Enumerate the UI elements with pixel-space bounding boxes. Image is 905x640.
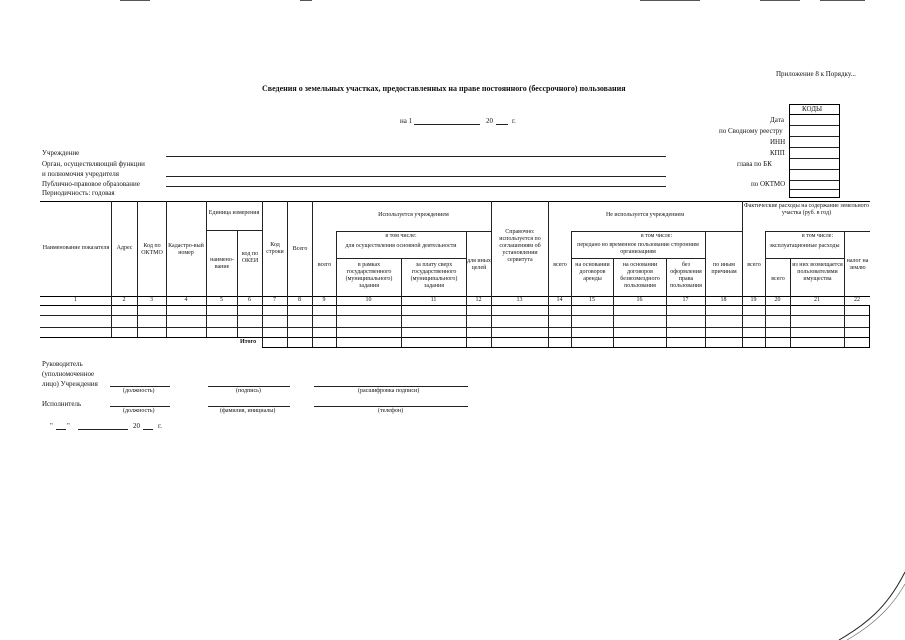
col-num-1: 1 — [74, 297, 77, 303]
col-num-2: 2 — [122, 297, 126, 303]
col-num-14: 14 — [556, 297, 563, 303]
executor-label: Исполнитель — [42, 400, 82, 408]
col-exp-users: из них возмещается пользователями имущества — [792, 262, 843, 282]
codes-label-date: Дата — [770, 116, 784, 124]
head-position-line — [110, 386, 170, 387]
col-no-docs: без оформления права пользования — [670, 262, 702, 289]
col-used-total: всего — [317, 262, 332, 268]
public-entity-line — [166, 186, 666, 187]
caption-position: (должность) — [123, 388, 155, 394]
col-transferred: передано во временное пользование сторонним организациям — [577, 242, 699, 255]
field-public-entity: Публично-правовое образование — [42, 180, 140, 188]
col-num-15: 15 — [589, 297, 595, 303]
sign-date-suffix: г. — [158, 422, 162, 430]
col-num-7: 7 — [273, 297, 276, 303]
col-address: Адрес — [116, 245, 133, 251]
col-not-used-total: всего — [553, 262, 567, 268]
col-exploitation: эксплуатационные расходы — [769, 243, 840, 249]
col-num-12: 12 — [475, 297, 482, 303]
sign-date-day-line — [56, 429, 66, 430]
col-num-13: 13 — [516, 297, 523, 303]
col-unit-code: код по ОКЕИ — [241, 251, 259, 264]
caption-decoding: (расшифровка подписи) — [358, 388, 420, 394]
date-year: 20 — [486, 117, 493, 125]
field-periodicity: Периодичность: годовая — [42, 189, 115, 197]
field-organ-1: Орган, осуществляющий функции — [42, 160, 145, 168]
head-label-1: Руководитель — [42, 360, 83, 368]
col-num-17: 17 — [682, 297, 689, 303]
col-num-19: 19 — [750, 297, 757, 303]
sign-date-year: 20 — [133, 422, 140, 430]
caption-fio: (фамилия, инициалы) — [220, 408, 276, 414]
exp-incl: в том числе: — [801, 233, 834, 239]
col-num-20: 20 — [774, 297, 781, 303]
date-prefix: на 1 — [400, 117, 413, 125]
codes-title: КОДЫ — [802, 105, 823, 113]
col-num-4: 4 — [184, 297, 188, 303]
codes-label-registry: по Сводному реестру — [719, 127, 783, 135]
date-suffix: г. — [512, 117, 516, 125]
codes-label-kpp: КПП — [770, 149, 785, 157]
caption-phone: (телефон) — [378, 408, 404, 414]
field-institution: Учреждение — [42, 149, 80, 157]
total-row-label: Итого — [240, 339, 257, 345]
caption-position-2: (должность) — [123, 408, 155, 414]
codes-label-bk: глава по БК — [737, 160, 772, 168]
col-reference: Справочно: используется по соглашениям об установлении сервитута — [499, 229, 541, 263]
col-row-code: Код строки — [266, 242, 284, 255]
used-incl: в том числе: — [385, 233, 417, 239]
group-used: Используется учреждением — [378, 212, 449, 218]
col-exp-sub-total: всего — [771, 276, 785, 282]
executor-fio-line — [208, 406, 290, 407]
field-organ-2: и полномочия учредителя — [42, 170, 119, 178]
col-lease: на основании договоров аренды — [575, 262, 610, 282]
codes-label-inn: ИНН — [770, 138, 786, 146]
sign-date-month-line — [78, 429, 128, 430]
col-num-21: 21 — [814, 297, 820, 303]
col-name-indicator: Наименование показателя — [42, 245, 110, 251]
date-year-line — [496, 124, 508, 125]
col-num-10: 10 — [365, 297, 372, 303]
col-used-state-task: в рамках государственного (муниципального) задания — [345, 262, 393, 289]
page-fold-icon — [835, 570, 905, 640]
col-unit-name: наимено-вание — [210, 257, 234, 270]
head-label-2: (уполномоченное — [42, 370, 95, 378]
col-oktmo: Код по ОКТМО — [141, 243, 163, 256]
head-label-3: лицо) Учреждения — [42, 380, 98, 388]
col-num-11: 11 — [430, 297, 437, 303]
organ-line — [166, 176, 666, 177]
executor-phone-line — [314, 406, 468, 407]
executor-position-line — [110, 406, 170, 407]
col-num-16: 16 — [636, 297, 643, 303]
group-expenses: Фактические расходы на содержание земельного участка (руб. в год) — [743, 203, 869, 216]
col-used-main: для осуществления основной деятельности — [345, 243, 457, 249]
codes-box — [789, 104, 840, 198]
col-other-reasons: по иным причинам — [711, 262, 737, 275]
col-num-9: 9 — [322, 297, 326, 303]
col-num-18: 18 — [720, 297, 727, 303]
col-num-3: 3 — [150, 297, 153, 303]
document-title: Сведения о земельных участках, предоставленных на праве постоянного (бессрочного) пользования — [262, 84, 626, 93]
caption-signature: (подпись) — [236, 388, 261, 394]
appendix-note: Приложение 8 к Порядку... — [776, 70, 856, 78]
group-not-used: Не используется учреждением — [605, 212, 685, 218]
col-num-6: 6 — [248, 297, 251, 303]
col-free-use: на основании договоров безвозмездного пользования — [620, 262, 660, 289]
col-num-8: 8 — [298, 297, 301, 303]
col-total: Всего — [292, 246, 308, 252]
sign-date-year-line — [143, 429, 153, 430]
head-signature-line — [208, 386, 290, 387]
col-exp-total: всего — [747, 262, 761, 268]
not-used-incl: в том числе: — [640, 233, 673, 239]
col-cadastral: Кадастро-вый номер — [168, 243, 204, 256]
head-decoding-line — [314, 386, 468, 387]
codes-label-oktmo: по ОКТМО — [751, 180, 786, 188]
col-used-other: для иных целей — [467, 258, 491, 271]
institution-line — [166, 156, 666, 157]
col-num-22: 22 — [854, 297, 860, 303]
col-land-tax: налог на землю — [846, 258, 869, 271]
col-unit: Единица измерения — [208, 210, 260, 216]
col-used-over-task: за плату сверх государственного (муниципального) задания — [410, 262, 458, 289]
col-num-5: 5 — [220, 297, 223, 303]
scan-artifact — [0, 0, 905, 2]
sign-date-quote-close: " — [67, 422, 70, 430]
date-day-month-line — [414, 124, 480, 125]
sign-date-quote-open: " — [50, 422, 53, 430]
